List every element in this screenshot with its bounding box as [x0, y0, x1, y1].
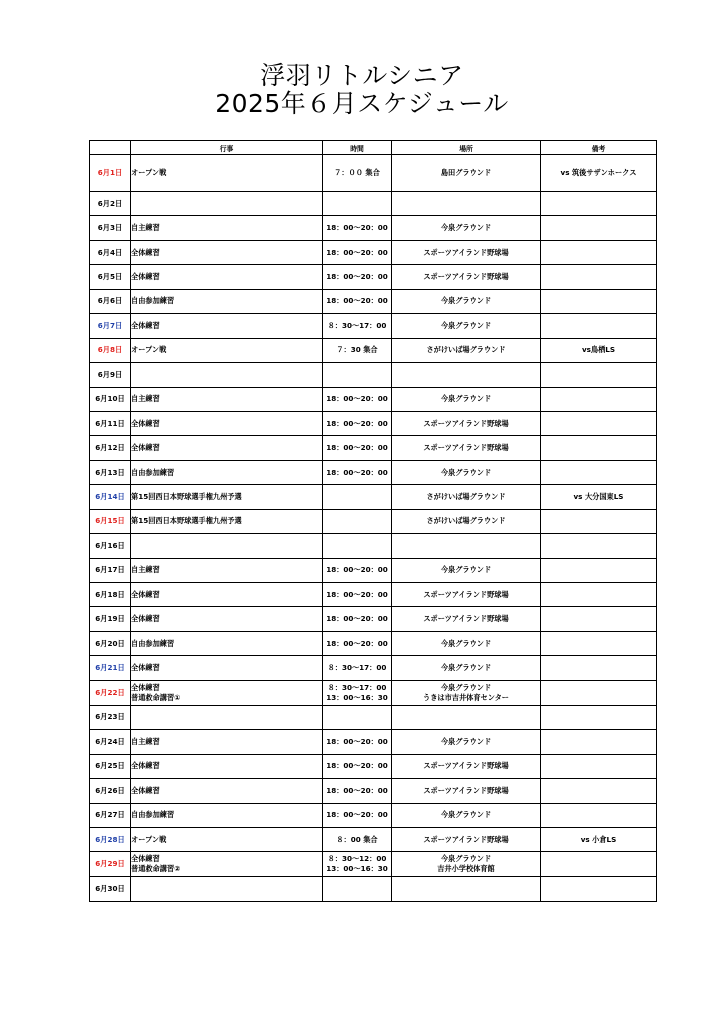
date-cell: 6月29日 [90, 852, 131, 877]
time-cell [323, 314, 392, 338]
time-cell [323, 460, 392, 484]
schedule-row [90, 265, 657, 289]
time-cell-line: 18：00～20：00 [326, 296, 388, 306]
event-cell-line: 自由参加練習 [131, 810, 175, 820]
event-cell-line: 第15回西日本野球選手権九州予選 [131, 491, 242, 501]
time-cell [323, 155, 392, 192]
note-cell [541, 754, 657, 778]
time-cell-line: 18：00～20：00 [326, 565, 388, 575]
schedule-row [90, 485, 657, 509]
event-cell-line: 自由参加練習 [131, 638, 175, 648]
place-cell [392, 289, 541, 313]
event-cell-line: 全体練習 [131, 443, 160, 453]
date-cell: 6月20日 [90, 631, 131, 655]
event-cell [131, 436, 323, 460]
time-cell [323, 509, 392, 533]
date-cell: 6月22日 [90, 680, 131, 705]
time-cell-line: 18：00～20：00 [326, 736, 388, 746]
place-cell-line: 吉井小学校体育館 [437, 864, 495, 874]
event-cell-line: 自主練習 [131, 565, 160, 575]
time-cell [323, 363, 392, 387]
time-cell-line: 13：00～16：30 [326, 692, 388, 702]
place-cell [392, 509, 541, 533]
schedule-row [90, 436, 657, 460]
place-cell [392, 779, 541, 803]
event-cell [131, 607, 323, 631]
event-cell [131, 192, 323, 216]
date-cell: 6月12日 [90, 436, 131, 460]
date-cell: 6月11日 [90, 411, 131, 435]
schedule-row [90, 656, 657, 680]
note-cell: vs鳥栖LS [541, 338, 657, 362]
time-cell [323, 485, 392, 509]
schedule-body [90, 155, 657, 902]
date-cell: 6月19日 [90, 607, 131, 631]
header-event: 行事 [131, 141, 323, 155]
date-cell: 6月6日 [90, 289, 131, 313]
date-cell: 6月3日 [90, 216, 131, 240]
date-cell: 6月23日 [90, 705, 131, 729]
place-cell [392, 387, 541, 411]
schedule-row [90, 852, 657, 877]
event-cell [131, 877, 323, 901]
event-cell [131, 631, 323, 655]
place-cell-line: スポーツアイランド野球場 [423, 272, 509, 282]
time-cell [323, 216, 392, 240]
note-cell [541, 558, 657, 582]
schedule-row [90, 705, 657, 729]
schedule-row [90, 827, 657, 851]
note-cell [541, 411, 657, 435]
date-cell: 6月24日 [90, 730, 131, 754]
note-cell [541, 534, 657, 558]
time-cell-line: 13：00～16：30 [326, 864, 388, 874]
note-cell: vs 小倉LS [541, 827, 657, 851]
time-cell-line: 18：00～20：00 [326, 247, 388, 257]
place-cell-line: うきは市吉井体育センター [423, 692, 509, 702]
event-cell-line: 普通救命講習① [131, 692, 181, 702]
place-cell [392, 338, 541, 362]
place-cell-line: スポーツアイランド野球場 [423, 834, 509, 844]
place-cell [392, 656, 541, 680]
place-cell-line: スポーツアイランド野球場 [423, 589, 509, 599]
event-cell [131, 852, 323, 877]
place-cell [392, 754, 541, 778]
event-cell [131, 363, 323, 387]
place-cell-line: 今泉グラウンド [440, 682, 492, 692]
time-cell [323, 289, 392, 313]
event-cell-line: オープン戦 [131, 345, 167, 355]
schedule-row [90, 387, 657, 411]
time-cell [323, 730, 392, 754]
place-cell [392, 436, 541, 460]
schedule-row [90, 314, 657, 338]
event-cell-line: 自主練習 [131, 394, 160, 404]
place-cell [392, 852, 541, 877]
place-cell-line: 今泉グラウンド [440, 638, 492, 648]
date-cell: 6月7日 [90, 314, 131, 338]
schedule-row [90, 779, 657, 803]
event-cell-line: 全体練習 [131, 320, 160, 330]
place-cell [392, 607, 541, 631]
schedule-row [90, 216, 657, 240]
event-cell-line: 全体練習 [131, 589, 160, 599]
place-cell-line: スポーツアイランド野球場 [423, 418, 509, 428]
date-cell: 6月25日 [90, 754, 131, 778]
schedule-row [90, 680, 657, 705]
team-name: 浮羽リトルシニア [260, 61, 464, 90]
schedule-table [89, 140, 657, 902]
place-cell [392, 155, 541, 192]
place-cell [392, 314, 541, 338]
place-cell-line: 今泉グラウンド [440, 854, 492, 864]
event-cell [131, 558, 323, 582]
time-cell [323, 583, 392, 607]
time-cell-line: 18：00～20：00 [326, 785, 388, 795]
header-place: 場所 [392, 141, 541, 155]
event-cell [131, 265, 323, 289]
place-cell [392, 705, 541, 729]
note-cell [541, 192, 657, 216]
date-cell: 6月2日 [90, 192, 131, 216]
time-cell [323, 754, 392, 778]
schedule-row [90, 730, 657, 754]
place-cell [392, 192, 541, 216]
time-cell [323, 779, 392, 803]
schedule-row [90, 607, 657, 631]
note-cell [541, 877, 657, 901]
event-cell-line: 自主練習 [131, 223, 160, 233]
place-cell-line: 今泉グラウンド [440, 296, 492, 306]
note-cell [541, 265, 657, 289]
note-cell [541, 289, 657, 313]
event-cell [131, 803, 323, 827]
schedule-row [90, 754, 657, 778]
note-cell [541, 607, 657, 631]
place-cell-line: 今泉グラウンド [440, 467, 492, 477]
date-cell: 6月16日 [90, 534, 131, 558]
schedule-row [90, 509, 657, 533]
note-cell [541, 852, 657, 877]
date-cell: 6月1日 [90, 155, 131, 192]
schedule-row [90, 803, 657, 827]
place-cell-line: 今泉グラウンド [440, 663, 492, 673]
date-cell: 6月30日 [90, 877, 131, 901]
place-cell [392, 265, 541, 289]
time-cell-line: 18：00～20：00 [326, 394, 388, 404]
time-cell-line: 18：00～20：00 [326, 638, 388, 648]
place-cell-line: 今泉グラウンド [440, 394, 492, 404]
date-cell: 6月17日 [90, 558, 131, 582]
time-cell-line: ８：30～17：00 [327, 320, 387, 330]
time-cell [323, 827, 392, 851]
time-cell-line: 18：00～20：00 [326, 272, 388, 282]
note-cell [541, 779, 657, 803]
event-cell [131, 485, 323, 509]
event-cell [131, 656, 323, 680]
note-cell [541, 631, 657, 655]
time-cell [323, 656, 392, 680]
event-cell-line: オープン戦 [131, 834, 167, 844]
time-cell-line: ８：30～17：00 [327, 682, 387, 692]
place-cell-line: さがけいば場グラウンド [426, 491, 506, 501]
place-cell-line: 今泉グラウンド [440, 223, 492, 233]
note-cell [541, 509, 657, 533]
date-cell: 6月28日 [90, 827, 131, 851]
place-cell-line: スポーツアイランド野球場 [423, 247, 509, 257]
place-cell [392, 583, 541, 607]
note-cell [541, 656, 657, 680]
time-cell [323, 877, 392, 901]
place-cell [392, 411, 541, 435]
note-cell [541, 436, 657, 460]
time-cell-line: 18：00～20：00 [326, 761, 388, 771]
place-cell-line: 今泉グラウンド [440, 565, 492, 575]
time-cell-line: 18：00～20：00 [326, 467, 388, 477]
place-cell [392, 240, 541, 264]
date-cell: 6月8日 [90, 338, 131, 362]
event-cell [131, 779, 323, 803]
note-cell: vs 大分国東LS [541, 485, 657, 509]
date-cell: 6月15日 [90, 509, 131, 533]
time-cell [323, 387, 392, 411]
header-date [90, 141, 131, 155]
event-cell [131, 705, 323, 729]
schedule-row [90, 192, 657, 216]
place-cell-line: 今泉グラウンド [440, 810, 492, 820]
date-cell: 6月27日 [90, 803, 131, 827]
event-cell [131, 387, 323, 411]
time-cell [323, 265, 392, 289]
place-cell-line: 今泉グラウンド [440, 320, 492, 330]
event-cell-line: 自由参加練習 [131, 467, 175, 477]
time-cell-line: 18：00～20：00 [326, 810, 388, 820]
schedule-row [90, 534, 657, 558]
schedule-title: 2025年６月スケジュール [215, 89, 509, 118]
note-cell [541, 363, 657, 387]
schedule-row [90, 583, 657, 607]
note-cell [541, 803, 657, 827]
place-cell [392, 558, 541, 582]
time-cell-line: 18：00～20：00 [326, 223, 388, 233]
time-cell [323, 240, 392, 264]
event-cell [131, 460, 323, 484]
place-cell [392, 680, 541, 705]
time-cell [323, 558, 392, 582]
event-cell-line: 全体練習 [131, 614, 160, 624]
header-note: 備考 [541, 141, 657, 155]
time-cell-line: 18：00～20：00 [326, 589, 388, 599]
note-cell [541, 705, 657, 729]
place-cell-line: スポーツアイランド野球場 [423, 443, 509, 453]
place-cell [392, 827, 541, 851]
title-block [0, 62, 724, 118]
event-cell [131, 289, 323, 313]
time-cell [323, 436, 392, 460]
note-cell [541, 314, 657, 338]
schedule-row [90, 363, 657, 387]
schedule-row [90, 155, 657, 192]
event-cell-line: 全体練習 [131, 785, 160, 795]
event-cell [131, 411, 323, 435]
time-cell [323, 852, 392, 877]
date-cell: 6月9日 [90, 363, 131, 387]
event-cell [131, 509, 323, 533]
note-cell [541, 216, 657, 240]
place-cell [392, 631, 541, 655]
time-cell [323, 705, 392, 729]
time-cell [323, 411, 392, 435]
place-cell-line: さがけいば場グラウンド [426, 345, 506, 355]
time-cell [323, 803, 392, 827]
time-cell-line: ７：００ 集合 [334, 168, 380, 177]
place-cell [392, 216, 541, 240]
event-cell [131, 583, 323, 607]
schedule-row [90, 877, 657, 901]
time-cell-line: ８：30～12：00 [327, 854, 387, 864]
event-cell [131, 827, 323, 851]
event-cell-line: オープン戦 [131, 168, 167, 177]
event-cell-line: 全体練習 [131, 247, 160, 257]
time-cell [323, 192, 392, 216]
place-cell-line: 今泉グラウンド [440, 736, 492, 746]
place-cell [392, 363, 541, 387]
place-cell-line: 島田グラウンド [440, 168, 492, 177]
note-cell [541, 583, 657, 607]
schedule-row [90, 460, 657, 484]
time-cell [323, 631, 392, 655]
note-cell: vs 筑後サザンホークス [541, 155, 657, 192]
note-cell [541, 387, 657, 411]
event-cell [131, 680, 323, 705]
date-cell: 6月13日 [90, 460, 131, 484]
time-cell [323, 607, 392, 631]
event-cell [131, 338, 323, 362]
schedule-row [90, 240, 657, 264]
time-cell-line: ７：30 集合 [336, 345, 378, 355]
time-cell-line: 18：00～20：00 [326, 443, 388, 453]
time-cell [323, 680, 392, 705]
place-cell-line: スポーツアイランド野球場 [423, 761, 509, 771]
date-cell: 6月4日 [90, 240, 131, 264]
note-cell [541, 680, 657, 705]
place-cell [392, 485, 541, 509]
event-cell [131, 754, 323, 778]
place-cell-line: スポーツアイランド野球場 [423, 614, 509, 624]
header-time: 時間 [323, 141, 392, 155]
place-cell [392, 877, 541, 901]
time-cell [323, 338, 392, 362]
note-cell [541, 730, 657, 754]
time-cell-line: 18：00～20：00 [326, 614, 388, 624]
time-cell-line: 18：00～20：00 [326, 418, 388, 428]
time-cell-line: ８：30～17：00 [327, 663, 387, 673]
place-cell [392, 460, 541, 484]
event-cell [131, 730, 323, 754]
place-cell-line: スポーツアイランド野球場 [423, 785, 509, 795]
place-cell [392, 803, 541, 827]
schedule-row [90, 631, 657, 655]
date-cell: 6月14日 [90, 485, 131, 509]
date-cell: 6月10日 [90, 387, 131, 411]
header-row [90, 141, 657, 155]
schedule-row [90, 411, 657, 435]
date-cell: 6月18日 [90, 583, 131, 607]
event-cell-line: 全体練習 [131, 761, 160, 771]
date-cell: 6月21日 [90, 656, 131, 680]
event-cell-line: 全体練習 [131, 663, 160, 673]
event-cell [131, 216, 323, 240]
date-cell: 6月5日 [90, 265, 131, 289]
place-cell [392, 534, 541, 558]
note-cell [541, 240, 657, 264]
time-cell-line: ８：00 集合 [336, 834, 378, 844]
place-cell [392, 730, 541, 754]
schedule-row [90, 338, 657, 362]
event-cell-line: 普通救命講習② [131, 864, 181, 874]
event-cell [131, 314, 323, 338]
event-cell-line: 全体練習 [131, 682, 160, 692]
event-cell-line: 自主練習 [131, 736, 160, 746]
time-cell [323, 534, 392, 558]
event-cell-line: 全体練習 [131, 418, 160, 428]
schedule-row [90, 558, 657, 582]
date-cell: 6月26日 [90, 779, 131, 803]
place-cell-line: さがけいば場グラウンド [426, 516, 506, 526]
event-cell-line: 第15回西日本野球選手権九州予選 [131, 516, 242, 526]
event-cell [131, 534, 323, 558]
event-cell-line: 全体練習 [131, 854, 160, 864]
note-cell [541, 460, 657, 484]
event-cell-line: 自由参加練習 [131, 296, 175, 306]
event-cell-line: 全体練習 [131, 272, 160, 282]
event-cell [131, 155, 323, 192]
schedule-row [90, 289, 657, 313]
event-cell [131, 240, 323, 264]
